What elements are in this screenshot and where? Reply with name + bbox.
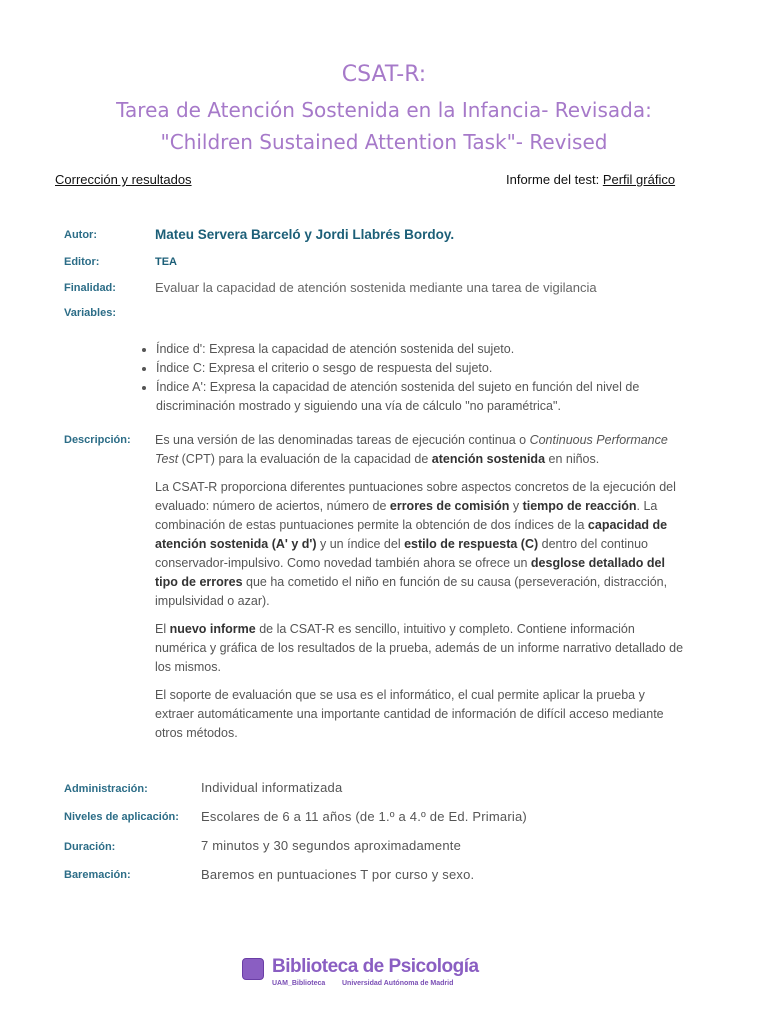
editor-label: Editor: — [64, 256, 100, 268]
page-subtitle: Tarea de Atención Sostenida en la Infancia- Revisada: "Children Sustained Attention Task"- Revised — [116, 98, 652, 154]
editor-value: TEA — [155, 256, 177, 268]
descripcion-paragraph-2: La CSAT-R proporciona diferentes puntuaciones sobre aspectos concretos de la ejecución del evaluado: número de aciertos, número de errores de comisión y tiempo de reacción. La combinación de estas puntuaciones permite la obtención de dos índices de la capacidad de atención sostenida (A' y d') y un índice del estilo de respuesta (C) dentro del continuo conservador-impulsivo. Como novedad también ahora se ofrece un desglose detallado del tipo de errores que ha cometido el niño en función de su causa (perseveración, distracción, impulsividad o azar). — [155, 480, 676, 608]
correccion-link[interactable]: Corrección y resultados — [55, 172, 192, 187]
perfil-grafico-link[interactable]: Perfil gráfico — [602, 172, 676, 187]
list-item: • Índice d': Expresa la capacidad de atención sostenida del sujeto. — [156, 340, 696, 359]
finalidad-value: Evaluar la capacidad de atención sostenida mediante una tarea de vigilancia — [155, 280, 597, 295]
informe-prefix: Informe del test: — [506, 172, 603, 187]
logo-subtitle-left: UAM_Biblioteca — [272, 980, 326, 987]
logo-subtitle-right: Universidad Autónoma de Madrid — [342, 980, 454, 987]
variables-label: Variables: — [64, 307, 116, 319]
finalidad-label: Finalidad: — [64, 282, 116, 294]
logo-square-icon — [242, 958, 264, 980]
autor-value: Mateu Servera Barceló y Jordi Llabrés Bordoy. — [155, 227, 455, 242]
descripcion-paragraph-3: El nuevo informe de la CSAT-R es sencillo, intuitivo y completo. Contiene información numérica y gráfica de los resultados de la prueba, además de un informe narrativo detallado de los mismos. — [155, 622, 684, 674]
descripcion-paragraph-1: Es una versión de las denominadas tareas de ejecución continua o Continuous Performance Test (CPT) para la evaluación de la capacidad de atención sostenida en niños. — [155, 433, 668, 466]
administracion-label: Administración: — [64, 783, 148, 795]
administracion-value: Individual informatizada — [201, 780, 343, 795]
niveles-value: Escolares de 6 a 11 años (de 1.º a 4.º de Ed. Primaria) — [201, 809, 527, 824]
variables-list — [140, 340, 696, 416]
descripcion-label: Descripción: — [64, 434, 131, 446]
list-item: • Índice A': Expresa la capacidad de atención sostenida del sujeto en función del nivel de discriminación mostrado y siguiendo una vía de cálculo "no paramétrica". — [156, 378, 696, 416]
duracion-label: Duración: — [64, 841, 116, 853]
logo-title: Biblioteca de Psicología — [272, 956, 479, 977]
descripcion-paragraph-4: El soporte de evaluación que se usa es el informático, el cual permite aplicar la prueba y extraer automáticamente una importante cantidad de información de difícil acceso mediante otros métodos. — [155, 688, 664, 740]
niveles-label: Niveles de aplicación: — [64, 811, 179, 823]
baremacion-value: Baremos en puntuaciones T por curso y sexo. — [201, 867, 475, 882]
duracion-value: 7 minutos y 30 segundos aproximadamente — [201, 838, 462, 853]
autor-name: Mateu Servera Barceló y Jordi Llabrés Bordoy — [155, 227, 451, 242]
biblioteca-logo — [242, 958, 512, 994]
descripcion-body — [155, 431, 685, 752]
informe-line — [506, 172, 675, 187]
baremacion-label: Baremación: — [64, 869, 131, 881]
page-title: CSAT-R: — [341, 62, 427, 87]
list-item: • Índice C: Expresa el criterio o sesgo de respuesta del sujeto. — [156, 359, 696, 378]
autor-label: Autor: — [64, 229, 97, 241]
